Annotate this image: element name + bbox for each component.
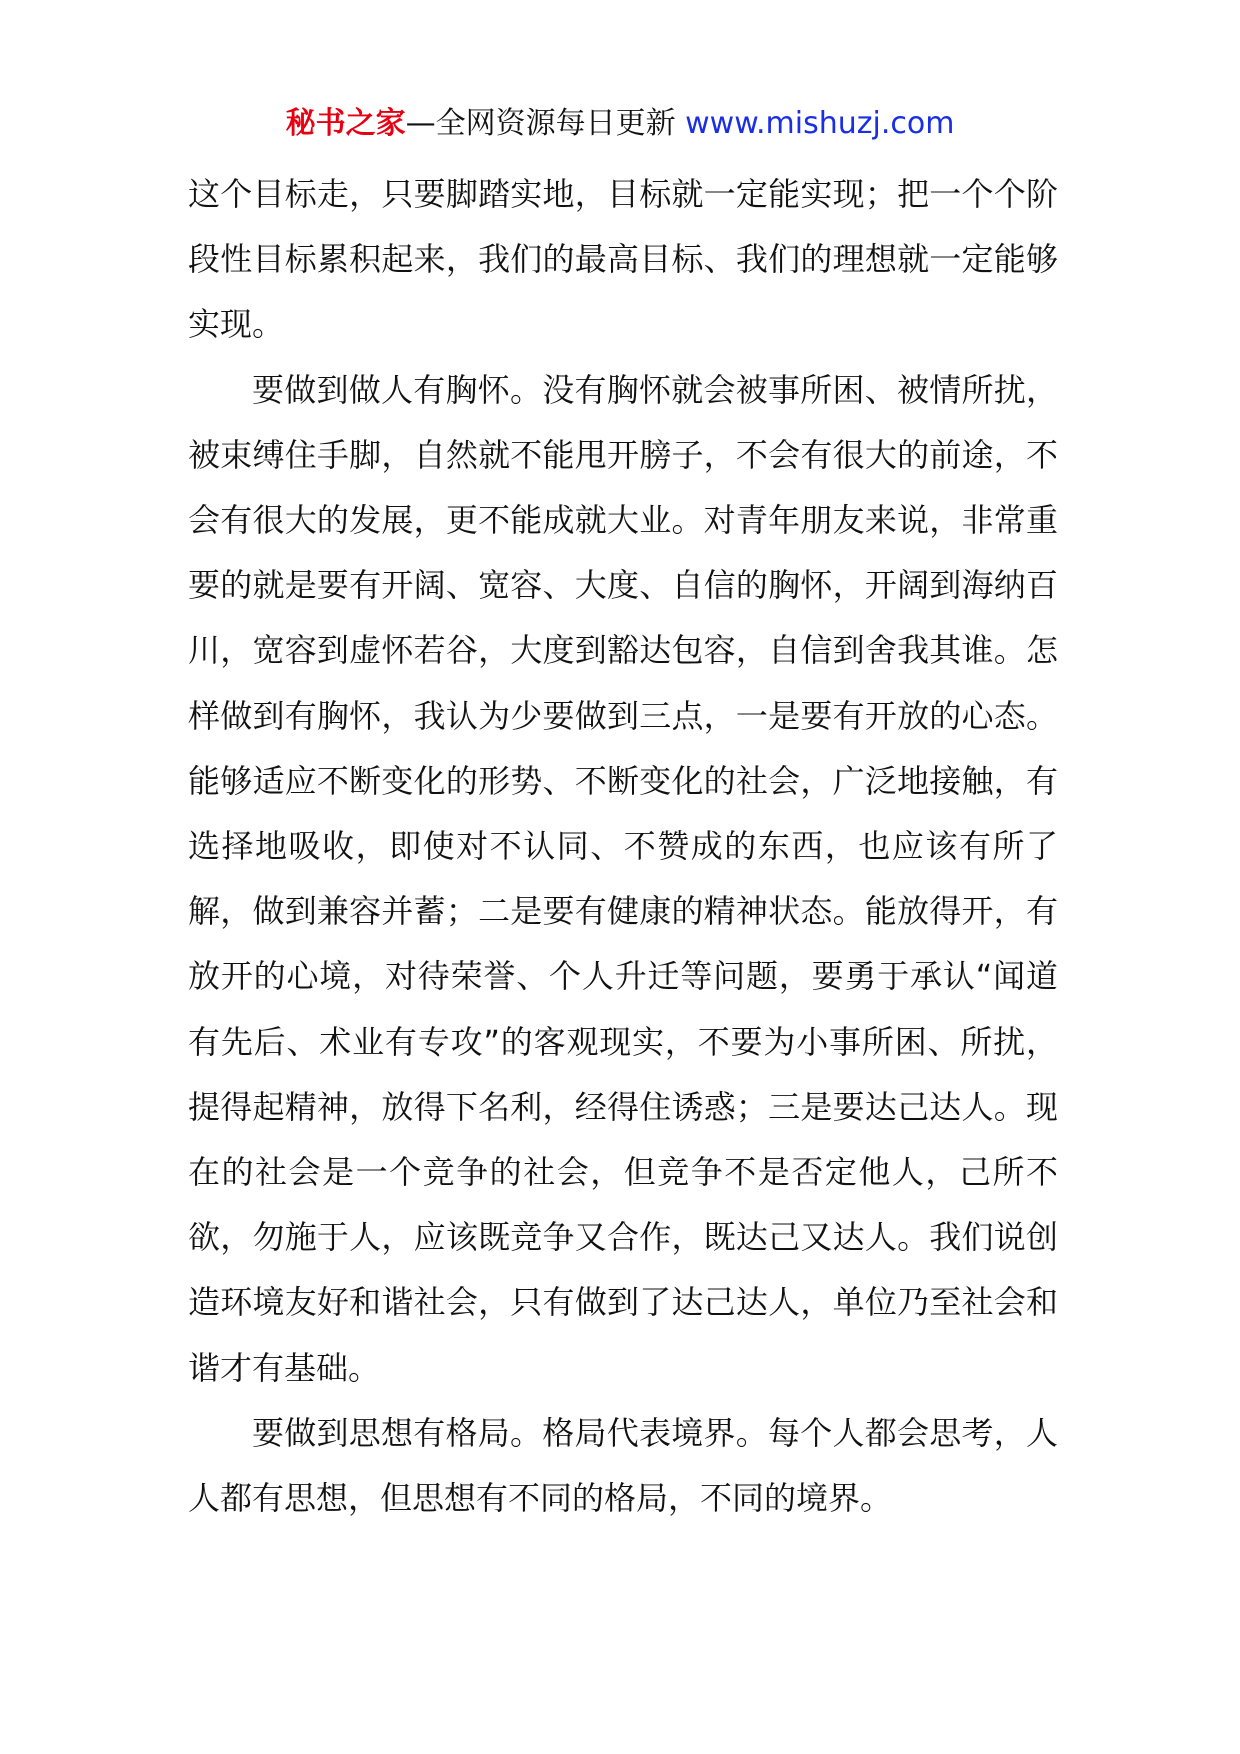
site-url-link[interactable]: www.mishuzj.com (685, 106, 955, 141)
header-tagline: —全网资源每日更新 (405, 106, 686, 141)
document-body (188, 162, 1058, 1531)
paragraph-thought-pattern: 要做到思想有格局。格局代表境界。每个人都会思考，人人都有思想，但思想有不同的格局，不同的境界。 (188, 1413, 1058, 1518)
brand-name: 秘书之家 (285, 106, 406, 141)
paragraph-broad-mind: 要做到做人有胸怀。没有胸怀就会被事所困、被情所扰，被束缚住手脚，自然就不能甩开膀子，不会有很大的前途，不会有很大的发展，更不能成就大业。对青年朋友来说，非常重要的就是要有开阔、宽容、大度、自信的胸怀，开阔到海纳百川，宽容到虚怀若谷，大度到豁达包容，自信到舍我其谁。怎样做到有胸怀，我认为少要做到三点，一是要有开放的心态。能够适应不断变化的形势、不断变化的社会，广泛地接触，有选择地吸收，即使对不认同、不赞成的东西，也应该有所了解，做到兼容并蓄；二是要有健康的精神状态。能放得开，有放开的心境，对待荣誉、个人升迁等问题，要勇于承认“闻道有先后、术业有专攻”的客观现实，不要为小事所困、所扰，提得起精神，放得下名利，经得住诱惑；三是要达己达人。现在的社会是一个竞争的社会，但竞争不是否定他人，己所不欲，勿施于人，应该既竞争又合作，既达己又达人。我们说创造环境友好和谐社会，只有做到了达己达人，单位乃至社会和谐才有基础。 (188, 370, 1058, 1387)
paragraph-continuation: 这个目标走，只要脚踏实地，目标就一定能实现；把一个个阶段性目标累积起来，我们的最高目标、我们的理想就一定能够实现。 (188, 175, 1058, 344)
site-header (0, 102, 1240, 146)
